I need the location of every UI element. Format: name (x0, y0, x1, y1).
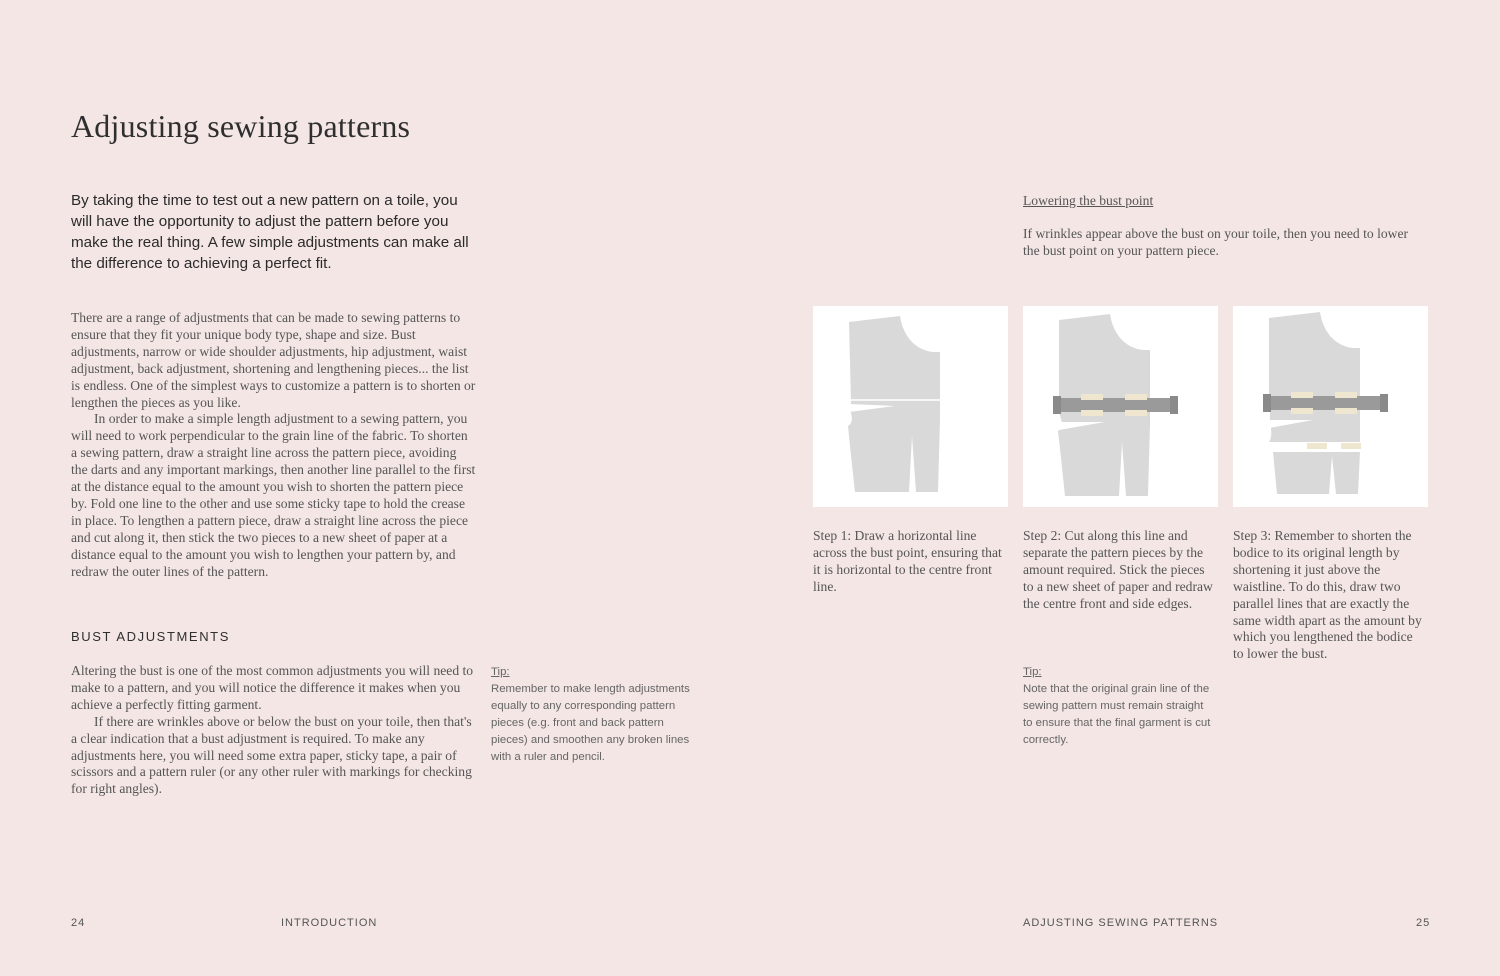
left-running-footer: INTRODUCTION (281, 917, 378, 929)
tip-box-right (1023, 664, 1213, 749)
right-page-number: 25 (1416, 917, 1431, 929)
bust-body-text (71, 663, 476, 798)
tip-text: Note that the original grain line of the sewing pattern must remain straight to ensure that the final garment is cut correctly. (1023, 682, 1211, 746)
tip-label: Tip: (1023, 666, 1042, 678)
bodice-pattern-icon (813, 306, 1008, 507)
page-title: Adjusting sewing patterns (71, 108, 411, 144)
left-page-number: 24 (71, 917, 86, 929)
intro-paragraph: By taking the time to test out a new pattern on a toile, you will have the opportunity to adjust the pattern before you make the real thing. A few simple adjustments can make all the difference to achieving a perfect fit. (71, 192, 469, 272)
bust-paragraph-1: Altering the bust is one of the most common adjustments you will need to make to a pattern, and you will notice the difference it makes when you achieve a perfectly fitting garment. (71, 663, 474, 712)
tip-box-left (491, 664, 691, 765)
main-body-text (71, 310, 476, 581)
lowering-bust-text: If wrinkles appear above the bust on your toile, then you need to lower the bust point on your pattern piece. (1023, 226, 1409, 258)
step-2-illustration (1023, 306, 1218, 507)
bust-paragraph-2: If there are wrinkles above or below the bust on your toile, then that's a clear indication that a bust adjustment is required. To make any adjustments here, you will need some extra paper, sticky tape, a pair of scissors and a pattern ruler (or any other ruler with markings for checking for right angles). (71, 713, 472, 797)
right-running-footer: ADJUSTING SEWING PATTERNS (1023, 917, 1219, 929)
step-1-illustration (813, 306, 1008, 507)
step-2-caption: Step 2: Cut along this line and separate the pattern pieces by the amount required. Stick the pieces to a new sheet of paper and redraw the centre front and side edges. (1023, 528, 1213, 611)
step-1-caption: Step 1: Draw a horizontal line across the bust point, ensuring that it is horizontal to the centre front line. (813, 528, 1002, 594)
bodice-pattern-cut-icon (1023, 306, 1218, 507)
step-3-illustration (1233, 306, 1428, 507)
body-paragraph-2: In order to make a simple length adjustment to a sewing pattern, you will need to work perpendicular to the grain line of the fabric. To shorten a sewing pattern, draw a straight line across the pattern piece, avoiding the darts and any important markings, then another line parallel to the first at the distance equal to the amount you wish to shorten the pattern piece by. Fold one line to the other and use some sticky tape to hold the crease in place. To lengthen a pattern piece, draw a straight line across the piece and cut along it, then stick the two pieces to a new sheet of paper at a distance equal to the amount you wish to lengthen your pattern by, and redraw the outer lines of the pattern. (71, 411, 476, 579)
tip-label: Tip: (491, 666, 510, 678)
bodice-pattern-shortened-icon (1233, 306, 1428, 507)
lowering-bust-heading: Lowering the bust point (1023, 193, 1154, 208)
body-paragraph-1: There are a range of adjustments that can be made to sewing patterns to ensure that they fit your unique body type, shape and size. Bust adjustments, narrow or wide shoulder adjustments, hip adjustment, waist adjustment, back adjustment, shortening and lengthening pieces... the list is endless. One of the simplest ways to customize a pattern is to shorten or lengthen the pieces as you like. (71, 310, 476, 410)
step-3-caption: Step 3: Remember to shorten the bodice to its original length by shortening it just above the waistline. To do this, draw two parallel lines that are exactly the same width apart as the amount by which you lengthened the bodice to lower the bust. (1233, 528, 1422, 662)
tip-text: Remember to make length adjustments equally to any corresponding pattern pieces (e.g. front and back pattern pieces) and smoothen any broken lines with a ruler and pencil. (491, 682, 690, 763)
bust-adjustments-heading: BUST ADJUSTMENTS (71, 629, 230, 644)
